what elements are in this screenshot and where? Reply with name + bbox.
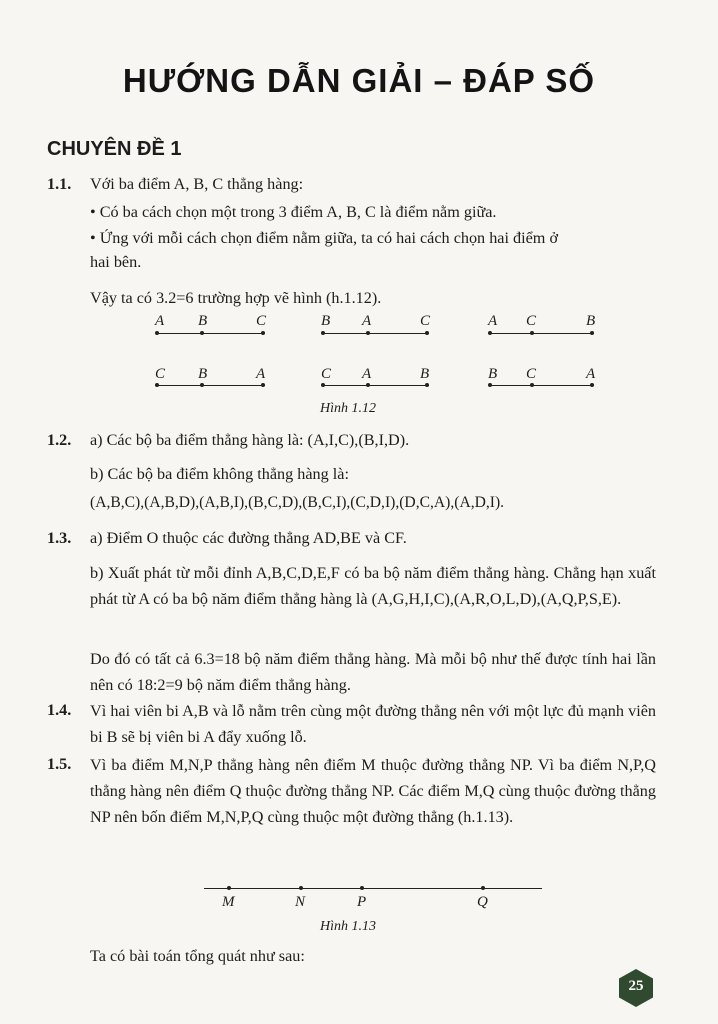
figure-1-12-caption: Hình 1.12 — [320, 401, 376, 416]
fig112-point — [321, 331, 325, 335]
figure-1-13-caption: Hình 1.13 — [320, 919, 376, 934]
fig113-point — [299, 886, 303, 890]
fig113-label: Q — [477, 894, 488, 910]
fig113-label: P — [357, 894, 367, 910]
fig112-point — [155, 383, 159, 387]
figure-1-12 — [0, 0, 718, 430]
fig112-label: C — [155, 366, 166, 382]
p12-list: (A,B,C),(A,B,D),(A,B,I),(B,C,D),(B,C,I),(C,D,I),(D,C,A),(A,D,I). — [90, 494, 505, 511]
fig112-label: A — [362, 313, 372, 329]
fig112-point — [366, 383, 370, 387]
p14-text: Vì hai viên bi A,B và lỗ nằm trên cùng một đường thẳng nên với một lực đủ mạnh viên bi B sẽ bị viên bi A đẩy xuống lỗ. — [90, 702, 656, 746]
p15-text: Vì ba điểm M,N,P thẳng hàng nên điểm M thuộc đường thẳng NP. Vì ba điểm N,P,Q thẳng hàng nên điểm Q thuộc đường thẳng NP. Các điểm M,Q cùng thuộc đường thẳng NP nên bốn điểm M,N,P,Q cùng thuộc một đường thẳng (h.1.13). — [90, 756, 656, 826]
fig112-segment — [323, 333, 429, 334]
page-number: 25 — [628, 978, 644, 994]
fig113-label: N — [295, 894, 306, 910]
fig112-label: C — [256, 313, 267, 329]
fig112-label: C — [321, 366, 332, 382]
fig112-label: A — [256, 366, 266, 382]
problem-number-1-4: 1.4. — [47, 701, 72, 719]
fig112-point — [590, 383, 594, 387]
fig112-label: A — [155, 313, 165, 329]
fig112-point — [261, 383, 265, 387]
fig112-label: C — [526, 366, 537, 382]
fig112-label: B — [586, 313, 596, 329]
fig112-label: C — [526, 313, 537, 329]
fig112-point — [321, 383, 325, 387]
fig113-line — [204, 888, 542, 889]
fig112-point — [261, 331, 265, 335]
fig112-point — [488, 331, 492, 335]
fig113-label: M — [222, 894, 235, 910]
problem-number-1-5: 1.5. — [47, 755, 72, 773]
fig112-segment — [157, 333, 265, 334]
fig112-point — [425, 383, 429, 387]
p11-bullet-1: • Có ba cách chọn một trong 3 điểm A, B, C là điểm nằm giữa. — [90, 203, 497, 221]
fig112-point — [366, 331, 370, 335]
figure-1-13 — [0, 870, 718, 920]
p11-intro: Với ba điểm A, B, C thẳng hàng: — [90, 175, 304, 193]
fig113-point — [360, 886, 364, 890]
p13-part-c: Do đó có tất cả 6.3=18 bộ năm điểm thẳng hàng. Mà mỗi bộ như thế được tính hai lần nên có 18:2=9 bộ năm điểm thẳng hàng. — [90, 650, 656, 694]
fig112-label: B — [420, 366, 430, 382]
fig112-segment — [323, 385, 429, 386]
fig112-point — [200, 331, 204, 335]
fig112-label: B — [321, 313, 331, 329]
problem-number-1-3: 1.3. — [47, 529, 72, 547]
fig112-point — [590, 331, 594, 335]
fig112-label: B — [198, 313, 208, 329]
section-heading: CHUYÊN ĐỀ 1 — [47, 138, 182, 160]
p12-part-a: a) Các bộ ba điểm thẳng hàng là: (A,I,C),(B,I,D). — [90, 431, 410, 449]
fig112-label: B — [488, 366, 498, 382]
page-number-badge — [616, 968, 656, 1008]
p11-bullet-2-cont: hai bên. — [90, 253, 142, 271]
fig112-point — [488, 383, 492, 387]
problem-number-1-2: 1.2. — [47, 431, 72, 449]
fig113-point — [481, 886, 485, 890]
fig112-point — [425, 331, 429, 335]
p13-part-a: a) Điểm O thuộc các đường thẳng AD,BE và CF. — [90, 529, 407, 547]
fig112-point — [530, 383, 534, 387]
page-title: HƯỚNG DẪN GIẢI – ĐÁP SỐ — [122, 62, 596, 99]
fig112-label: C — [420, 313, 431, 329]
p11-conclusion: Vậy ta có 3.2=6 trường hợp vẽ hình (h.1.12). — [90, 289, 382, 307]
problem-number-1-1: 1.1. — [47, 175, 72, 193]
fig112-segment — [490, 385, 594, 386]
p12-part-b: b) Các bộ ba điểm không thẳng hàng là: — [90, 465, 349, 483]
p13-part-b: b) Xuất phát từ mỗi đỉnh A,B,C,D,E,F có ba bộ năm điểm thẳng hàng. Chẳng hạn xuất phát từ A có ba bộ năm điểm thẳng hàng là (A,G,H,I,C),(A,R,O,L,D),(A,Q,P,S,E). — [90, 564, 656, 608]
fig112-segment — [490, 333, 594, 334]
closing-text: Ta có bài toán tổng quát như sau: — [90, 947, 305, 965]
fig112-label: A — [586, 366, 596, 382]
fig112-point — [155, 331, 159, 335]
fig113-point — [227, 886, 231, 890]
fig112-label: A — [488, 313, 498, 329]
fig112-segment — [157, 385, 265, 386]
fig112-label: A — [362, 366, 372, 382]
p11-bullet-2: • Ứng với mỗi cách chọn điểm nằm giữa, ta có hai cách chọn hai điểm ở — [90, 229, 558, 247]
fig112-point — [530, 331, 534, 335]
fig112-label: B — [198, 366, 208, 382]
fig112-point — [200, 383, 204, 387]
